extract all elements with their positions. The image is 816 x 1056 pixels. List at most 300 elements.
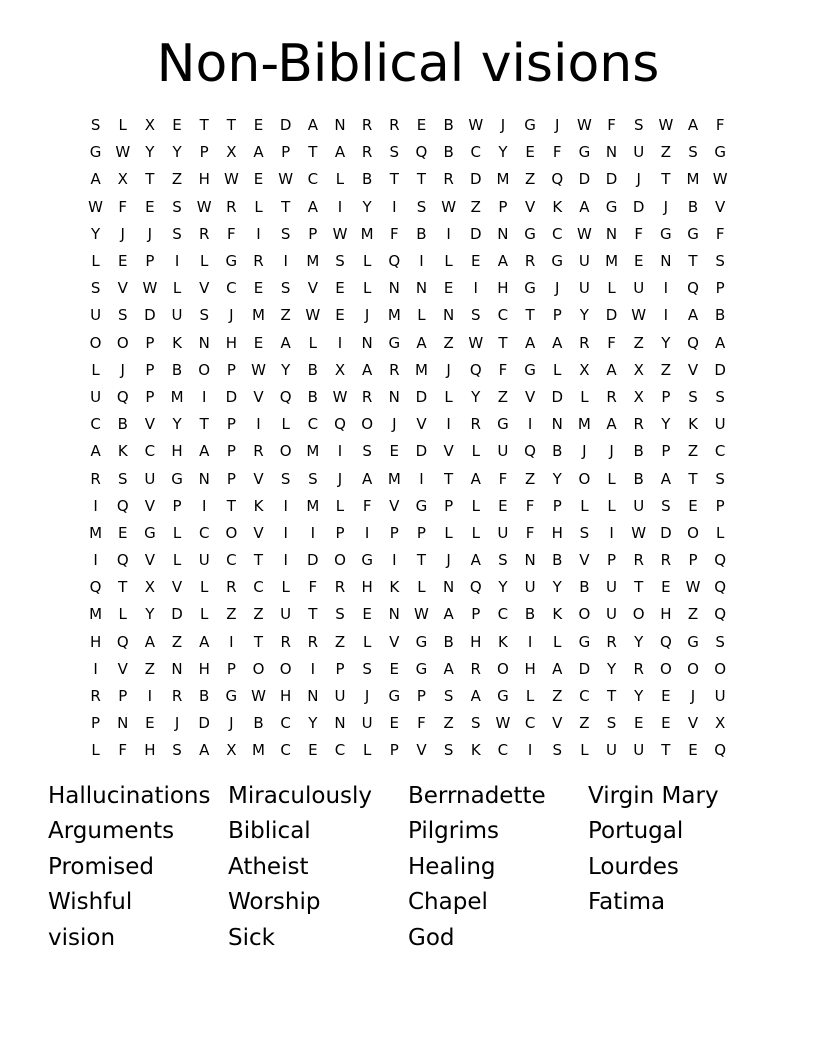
grid-letter[interactable]: U	[524, 578, 536, 597]
grid-letter[interactable]: G	[578, 632, 591, 651]
grid-letter[interactable]: F	[308, 578, 318, 597]
grid-letter[interactable]: L	[335, 170, 345, 189]
grid-letter[interactable]: S	[715, 252, 725, 271]
grid-letter[interactable]: A	[470, 551, 481, 570]
grid-letter[interactable]: Y	[362, 197, 372, 216]
grid-letter[interactable]: G	[524, 116, 536, 135]
grid-letter[interactable]: S	[688, 143, 698, 162]
grid-letter[interactable]: J	[555, 116, 560, 135]
grid-letter[interactable]: C	[470, 143, 481, 162]
grid-letter[interactable]: P	[226, 360, 236, 379]
grid-letter[interactable]: I	[337, 197, 343, 216]
grid-letter[interactable]: T	[199, 415, 209, 434]
grid-letter[interactable]: G	[225, 252, 238, 271]
grid-letter[interactable]: V	[389, 496, 400, 515]
grid-letter[interactable]: P	[281, 143, 291, 162]
grid-letter[interactable]: P	[199, 143, 209, 162]
grid-letter[interactable]: C	[307, 170, 319, 189]
grid-letter[interactable]: V	[416, 741, 427, 760]
grid-letter[interactable]: A	[715, 333, 726, 352]
grid-letter[interactable]: C	[497, 306, 509, 325]
grid-letter[interactable]: T	[226, 116, 236, 135]
grid-letter[interactable]: Q	[687, 333, 699, 352]
grid-letter[interactable]: N	[334, 116, 346, 135]
grid-letter[interactable]: A	[524, 333, 536, 352]
grid-letter[interactable]: R	[389, 360, 400, 379]
grid-letter[interactable]: E	[172, 116, 182, 135]
grid-letter[interactable]: Y	[90, 224, 101, 243]
grid-letter[interactable]: L	[580, 741, 589, 760]
grid-letter[interactable]: L	[281, 578, 290, 597]
grid-letter[interactable]: L	[172, 551, 182, 570]
grid-letter[interactable]: C	[280, 714, 291, 733]
grid-letter[interactable]: E	[362, 605, 372, 624]
grid-letter[interactable]: L	[200, 252, 209, 271]
grid-letter[interactable]: Z	[524, 170, 536, 189]
grid-letter[interactable]: P	[335, 659, 345, 678]
grid-letter[interactable]: V	[416, 415, 427, 434]
grid-letter[interactable]: A	[552, 333, 563, 352]
grid-letter[interactable]: L	[335, 496, 345, 515]
grid-letter[interactable]: L	[118, 605, 127, 624]
grid-letter[interactable]: L	[200, 605, 209, 624]
grid-letter[interactable]: M	[605, 252, 619, 271]
grid-letter[interactable]: G	[388, 687, 401, 706]
grid-letter[interactable]: G	[660, 224, 672, 243]
grid-letter[interactable]: U	[334, 687, 346, 706]
grid-letter[interactable]: I	[663, 279, 669, 298]
grid-letter[interactable]: K	[498, 632, 508, 651]
grid-letter[interactable]: J	[690, 687, 696, 706]
grid-letter[interactable]: H	[524, 659, 536, 678]
grid-letter[interactable]: T	[661, 170, 671, 189]
grid-letter[interactable]: F	[715, 116, 725, 135]
grid-letter[interactable]: S	[362, 659, 372, 678]
grid-letter[interactable]: R	[443, 170, 454, 189]
grid-letter[interactable]: Y	[498, 143, 508, 162]
grid-letter[interactable]: K	[253, 496, 264, 515]
grid-letter[interactable]: D	[279, 116, 292, 135]
grid-letter[interactable]: L	[607, 279, 616, 298]
grid-letter[interactable]: U	[280, 605, 292, 624]
grid-letter[interactable]: U	[578, 279, 590, 298]
grid-letter[interactable]: S	[280, 279, 291, 298]
grid-letter[interactable]: G	[89, 143, 102, 162]
grid-letter[interactable]: L	[471, 496, 480, 515]
grid-letter[interactable]: P	[226, 469, 236, 488]
grid-letter[interactable]: E	[117, 523, 128, 542]
grid-letter[interactable]: P	[145, 252, 155, 271]
grid-letter[interactable]: Q	[116, 551, 129, 570]
grid-letter[interactable]: Z	[660, 360, 671, 379]
grid-letter[interactable]: Q	[116, 387, 129, 406]
grid-letter[interactable]: L	[91, 741, 100, 760]
grid-letter[interactable]: N	[388, 279, 400, 298]
grid-letter[interactable]: A	[280, 333, 291, 352]
grid-letter[interactable]: Q	[714, 551, 727, 570]
grid-letter[interactable]: Z	[579, 714, 590, 733]
grid-letter[interactable]: X	[579, 360, 590, 379]
grid-letter[interactable]: T	[525, 306, 535, 325]
grid-letter[interactable]: Q	[714, 741, 727, 760]
grid-letter[interactable]: V	[579, 551, 590, 570]
grid-letter[interactable]: I	[473, 279, 478, 298]
grid-letter[interactable]: G	[578, 143, 591, 162]
grid-letter[interactable]: Q	[89, 578, 102, 597]
grid-letter[interactable]: N	[388, 605, 400, 624]
grid-letter[interactable]: I	[201, 496, 207, 515]
grid-letter[interactable]: V	[253, 469, 264, 488]
grid-letter[interactable]: C	[579, 687, 590, 706]
grid-letter[interactable]: A	[606, 415, 617, 434]
grid-letter[interactable]: P	[389, 523, 399, 542]
grid-letter[interactable]: E	[525, 143, 535, 162]
grid-letter[interactable]: A	[443, 605, 454, 624]
grid-letter[interactable]: J	[500, 116, 506, 135]
grid-letter[interactable]: T	[226, 496, 236, 515]
grid-letter[interactable]: P	[688, 551, 698, 570]
grid-letter[interactable]: B	[361, 170, 373, 189]
grid-letter[interactable]: C	[226, 551, 237, 570]
grid-letter[interactable]: Z	[633, 333, 644, 352]
grid-letter[interactable]: W	[468, 116, 484, 135]
grid-letter[interactable]: O	[497, 659, 509, 678]
grid-letter[interactable]: U	[361, 714, 373, 733]
grid-letter[interactable]: Z	[524, 469, 536, 488]
grid-letter[interactable]: Y	[172, 415, 182, 434]
grid-letter[interactable]: S	[579, 523, 590, 542]
grid-letter[interactable]: E	[688, 741, 698, 760]
grid-letter[interactable]: I	[310, 659, 316, 678]
grid-letter[interactable]: I	[392, 551, 397, 570]
grid-letter[interactable]: W	[576, 116, 592, 135]
grid-letter[interactable]: P	[335, 523, 345, 542]
grid-letter[interactable]: Q	[524, 442, 536, 461]
grid-letter[interactable]: I	[256, 415, 261, 434]
grid-letter[interactable]: V	[687, 714, 699, 733]
grid-letter[interactable]: P	[91, 714, 101, 733]
grid-letter[interactable]: W	[196, 197, 212, 216]
grid-letter[interactable]: A	[606, 360, 617, 379]
grid-letter[interactable]: G	[144, 523, 156, 542]
grid-letter[interactable]: T	[416, 551, 427, 570]
grid-letter[interactable]: P	[226, 415, 236, 434]
grid-letter[interactable]: F	[607, 333, 616, 352]
grid-letter[interactable]: M	[252, 741, 265, 760]
grid-letter[interactable]: O	[279, 442, 292, 461]
grid-letter[interactable]: P	[607, 551, 617, 570]
grid-letter[interactable]: L	[580, 387, 589, 406]
grid-letter[interactable]: L	[118, 116, 127, 135]
grid-letter[interactable]: Z	[144, 659, 156, 678]
grid-letter[interactable]: V	[199, 279, 210, 298]
grid-letter[interactable]: A	[307, 197, 318, 216]
grid-letter[interactable]: Q	[714, 605, 727, 624]
grid-letter[interactable]: W	[468, 333, 484, 352]
grid-letter[interactable]: S	[199, 306, 209, 325]
grid-letter[interactable]: V	[253, 523, 264, 542]
grid-letter[interactable]: B	[443, 632, 454, 651]
grid-letter[interactable]: K	[389, 578, 400, 597]
grid-letter[interactable]: V	[144, 551, 156, 570]
grid-letter[interactable]: E	[661, 578, 671, 597]
grid-letter[interactable]: T	[606, 687, 617, 706]
grid-letter[interactable]: S	[90, 279, 101, 298]
grid-letter[interactable]: H	[660, 605, 672, 624]
grid-letter[interactable]: A	[579, 197, 590, 216]
grid-letter[interactable]: N	[524, 551, 536, 570]
grid-letter[interactable]: I	[201, 387, 207, 406]
grid-letter[interactable]: R	[470, 659, 481, 678]
grid-letter[interactable]: U	[633, 496, 645, 515]
grid-letter[interactable]: T	[389, 170, 399, 189]
grid-letter[interactable]: A	[90, 170, 101, 189]
grid-letter[interactable]: U	[606, 578, 618, 597]
grid-letter[interactable]: A	[90, 442, 101, 461]
grid-letter[interactable]: N	[388, 387, 400, 406]
grid-letter[interactable]: R	[633, 415, 644, 434]
grid-letter[interactable]: F	[118, 741, 128, 760]
grid-letter[interactable]: D	[144, 306, 156, 325]
grid-letter[interactable]: B	[171, 360, 183, 379]
grid-letter[interactable]: I	[392, 197, 397, 216]
grid-letter[interactable]: U	[714, 415, 726, 434]
grid-letter[interactable]: O	[198, 360, 211, 379]
grid-letter[interactable]: G	[714, 143, 726, 162]
grid-letter[interactable]: G	[687, 224, 699, 243]
grid-letter[interactable]: P	[715, 279, 725, 298]
grid-letter[interactable]: S	[172, 224, 182, 243]
grid-letter[interactable]: Q	[415, 143, 428, 162]
grid-letter[interactable]: W	[631, 306, 647, 325]
grid-letter[interactable]: R	[524, 252, 536, 271]
grid-letter[interactable]: T	[661, 741, 671, 760]
grid-letter[interactable]: I	[283, 551, 288, 570]
grid-letter[interactable]: R	[226, 197, 237, 216]
grid-letter[interactable]: V	[171, 578, 183, 597]
grid-letter[interactable]: D	[307, 551, 319, 570]
grid-letter[interactable]: C	[551, 224, 563, 243]
grid-letter[interactable]: W	[332, 224, 348, 243]
grid-letter[interactable]: N	[442, 306, 455, 325]
grid-letter[interactable]: P	[444, 496, 454, 515]
grid-letter[interactable]: C	[280, 741, 291, 760]
grid-letter[interactable]: S	[117, 306, 128, 325]
grid-letter[interactable]: L	[525, 687, 535, 706]
grid-letter[interactable]: D	[551, 387, 564, 406]
grid-letter[interactable]: F	[525, 496, 535, 515]
grid-letter[interactable]: W	[305, 306, 321, 325]
grid-letter[interactable]: L	[362, 632, 372, 651]
grid-letter[interactable]: X	[144, 116, 156, 135]
grid-letter[interactable]: A	[416, 333, 427, 352]
grid-letter[interactable]: D	[171, 605, 183, 624]
grid-letter[interactable]: P	[172, 496, 182, 515]
grid-letter[interactable]: C	[307, 415, 319, 434]
grid-letter[interactable]: O	[687, 659, 699, 678]
grid-letter[interactable]: C	[334, 741, 346, 760]
grid-letter[interactable]: M	[306, 442, 320, 461]
grid-letter[interactable]: U	[497, 442, 509, 461]
grid-letter[interactable]: Q	[551, 170, 564, 189]
grid-letter[interactable]: T	[253, 551, 264, 570]
grid-letter[interactable]: R	[90, 687, 101, 706]
grid-letter[interactable]: V	[715, 197, 726, 216]
grid-letter[interactable]: Z	[171, 632, 183, 651]
grid-letter[interactable]: I	[93, 496, 98, 515]
grid-letter[interactable]: T	[416, 170, 427, 189]
grid-letter[interactable]: N	[117, 714, 129, 733]
grid-letter[interactable]: G	[605, 197, 618, 216]
grid-letter[interactable]: R	[361, 143, 373, 162]
grid-letter[interactable]: G	[497, 687, 509, 706]
grid-letter[interactable]: F	[118, 197, 128, 216]
grid-letter[interactable]: F	[715, 224, 725, 243]
grid-letter[interactable]: H	[280, 687, 292, 706]
grid-letter[interactable]: Z	[226, 605, 237, 624]
grid-letter[interactable]: H	[551, 523, 563, 542]
grid-letter[interactable]: G	[415, 496, 428, 515]
grid-letter[interactable]: T	[308, 143, 318, 162]
grid-letter[interactable]: W	[115, 143, 131, 162]
grid-letter[interactable]: D	[578, 170, 591, 189]
grid-letter[interactable]: U	[606, 741, 618, 760]
grid-letter[interactable]: J	[364, 306, 370, 325]
grid-letter[interactable]: M	[414, 360, 428, 379]
grid-letter[interactable]: R	[334, 578, 346, 597]
grid-letter[interactable]: H	[225, 333, 237, 352]
grid-letter[interactable]: N	[334, 714, 346, 733]
grid-letter[interactable]: O	[687, 523, 699, 542]
grid-letter[interactable]: S	[633, 116, 644, 135]
grid-letter[interactable]: Q	[714, 578, 727, 597]
grid-letter[interactable]: X	[117, 170, 128, 189]
grid-letter[interactable]: D	[225, 387, 238, 406]
grid-letter[interactable]: H	[497, 279, 509, 298]
grid-letter[interactable]: G	[388, 333, 401, 352]
grid-letter[interactable]: I	[147, 687, 153, 706]
grid-letter[interactable]: G	[225, 687, 238, 706]
grid-letter[interactable]: T	[308, 605, 318, 624]
grid-letter[interactable]: S	[280, 469, 291, 488]
grid-letter[interactable]: M	[306, 252, 320, 271]
grid-letter[interactable]: N	[442, 578, 455, 597]
grid-letter[interactable]: V	[144, 496, 156, 515]
grid-letter[interactable]: L	[91, 360, 100, 379]
grid-letter[interactable]: Y	[579, 306, 589, 325]
grid-letter[interactable]: J	[337, 469, 343, 488]
grid-letter[interactable]: C	[497, 605, 509, 624]
grid-letter[interactable]: G	[524, 224, 536, 243]
grid-letter[interactable]: I	[93, 551, 98, 570]
grid-letter[interactable]: U	[633, 741, 645, 760]
grid-letter[interactable]: G	[361, 551, 373, 570]
grid-letter[interactable]: A	[307, 116, 318, 135]
grid-letter[interactable]: P	[145, 360, 155, 379]
grid-letter[interactable]: S	[443, 741, 454, 760]
grid-letter[interactable]: E	[335, 279, 345, 298]
grid-letter[interactable]: Q	[687, 279, 699, 298]
grid-letter[interactable]: C	[524, 714, 536, 733]
grid-letter[interactable]: D	[714, 360, 726, 379]
grid-letter[interactable]: L	[362, 741, 372, 760]
grid-letter[interactable]: I	[364, 523, 370, 542]
grid-letter[interactable]: E	[389, 714, 400, 733]
grid-letter[interactable]: L	[172, 279, 182, 298]
grid-letter[interactable]: S	[280, 224, 291, 243]
grid-letter[interactable]: S	[416, 197, 427, 216]
grid-letter[interactable]: B	[443, 116, 454, 135]
grid-letter[interactable]: Y	[661, 415, 671, 434]
grid-letter[interactable]: A	[199, 632, 210, 651]
grid-letter[interactable]: X	[226, 741, 237, 760]
grid-letter[interactable]: B	[633, 442, 644, 461]
grid-letter[interactable]: P	[715, 496, 725, 515]
grid-letter[interactable]: I	[283, 523, 288, 542]
grid-letter[interactable]: K	[688, 415, 698, 434]
grid-letter[interactable]: G	[415, 659, 428, 678]
grid-letter[interactable]: Y	[606, 659, 617, 678]
grid-letter[interactable]: G	[171, 469, 183, 488]
grid-letter[interactable]: J	[446, 551, 451, 570]
grid-letter[interactable]: W	[223, 170, 239, 189]
grid-letter[interactable]: M	[686, 170, 700, 189]
grid-letter[interactable]: T	[199, 116, 209, 135]
grid-letter[interactable]: O	[279, 659, 292, 678]
grid-letter[interactable]: K	[552, 197, 563, 216]
grid-letter[interactable]: Q	[388, 252, 401, 271]
grid-letter[interactable]: Z	[497, 387, 509, 406]
grid-letter[interactable]: S	[389, 143, 400, 162]
grid-letter[interactable]: X	[226, 143, 237, 162]
grid-letter[interactable]: U	[714, 687, 726, 706]
grid-letter[interactable]: Z	[171, 170, 183, 189]
grid-letter[interactable]: B	[307, 360, 318, 379]
grid-letter[interactable]: V	[389, 632, 400, 651]
grid-letter[interactable]: Z	[443, 714, 454, 733]
grid-letter[interactable]: K	[172, 333, 182, 352]
grid-letter[interactable]: P	[661, 387, 671, 406]
grid-letter[interactable]: E	[471, 252, 481, 271]
grid-letter[interactable]: Q	[469, 360, 482, 379]
grid-letter[interactable]: X	[144, 578, 156, 597]
grid-letter[interactable]: B	[552, 551, 563, 570]
grid-letter[interactable]: B	[715, 306, 726, 325]
grid-letter[interactable]: F	[362, 496, 372, 515]
grid-letter[interactable]: R	[90, 469, 101, 488]
grid-letter[interactable]: J	[174, 714, 180, 733]
grid-letter[interactable]: V	[307, 279, 318, 298]
grid-letter[interactable]: T	[688, 469, 698, 488]
grid-letter[interactable]: R	[606, 387, 617, 406]
grid-letter[interactable]: L	[417, 578, 426, 597]
grid-letter[interactable]: A	[552, 659, 563, 678]
grid-letter[interactable]: O	[334, 551, 346, 570]
grid-letter[interactable]: J	[555, 279, 560, 298]
grid-letter[interactable]: S	[117, 469, 128, 488]
grid-letter[interactable]: Z	[660, 143, 671, 162]
grid-letter[interactable]: R	[198, 224, 210, 243]
grid-letter[interactable]: L	[553, 632, 562, 651]
grid-letter[interactable]: L	[281, 415, 290, 434]
grid-letter[interactable]: L	[362, 279, 372, 298]
grid-letter[interactable]: U	[198, 551, 210, 570]
grid-letter[interactable]: U	[171, 306, 183, 325]
grid-letter[interactable]: E	[633, 252, 644, 271]
grid-letter[interactable]: N	[361, 333, 373, 352]
grid-letter[interactable]: B	[552, 442, 563, 461]
grid-letter[interactable]: Q	[116, 496, 129, 515]
